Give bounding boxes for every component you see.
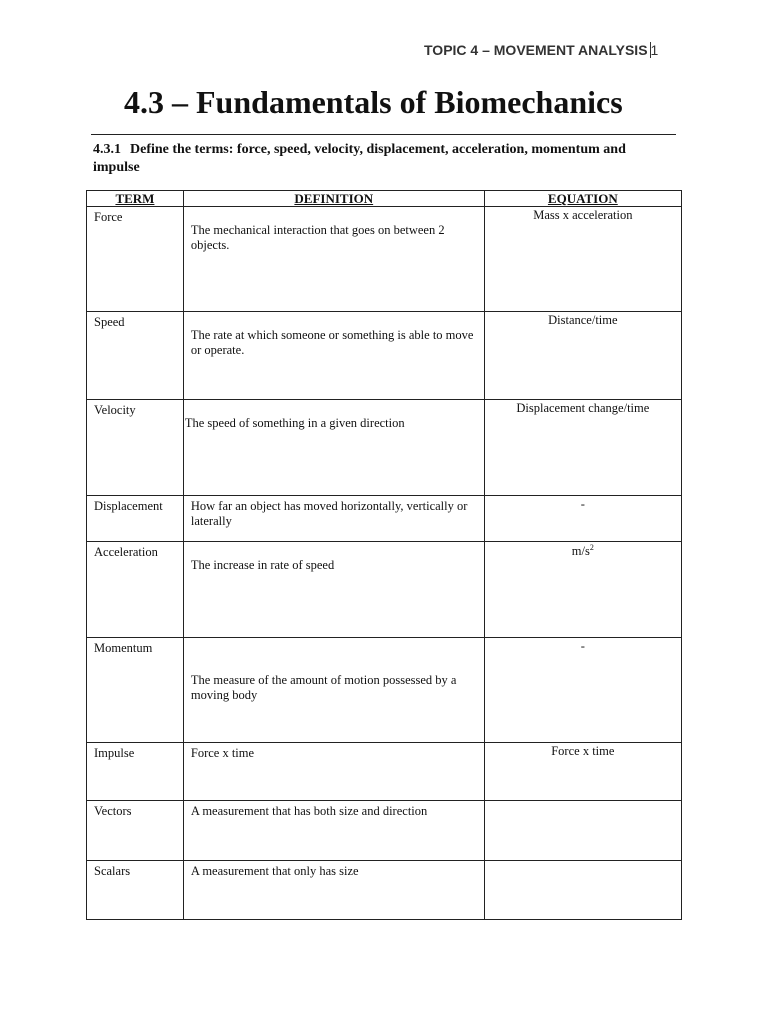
definition-cell: A measurement that only has size [183,861,484,920]
equation-cell: Displacement change/time [484,400,681,496]
section-heading-text: Define the terms: force, speed, velocity, displacement, acceleration, momentum and impulse [93,142,626,175]
term-cell: Force [87,207,184,312]
section-heading [93,141,653,177]
table-row-impulse [87,743,682,801]
equation-cell: Distance/time [484,312,681,400]
term-cell: Velocity [87,400,184,496]
equation-cell: Force x time [484,743,681,801]
definition-cell: The speed of something in a given direction [183,400,484,496]
term-cell: Scalars [87,861,184,920]
definition-cell: A measurement that has both size and direction [183,801,484,861]
column-header-equation: EQUATION [484,191,681,207]
equation-cell [484,861,681,920]
running-header [424,42,658,58]
topic-header: TOPIC 4 – MOVEMENT ANALYSIS [424,42,648,58]
definition-cell: The increase in rate of speed [183,542,484,638]
section-number: 4.3.1 [93,142,121,157]
definitions-table [86,190,682,920]
definition-cell: The mechanical interaction that goes on between 2 objects. [183,207,484,312]
term-cell: Vectors [87,801,184,861]
equation-exponent: 2 [589,543,594,552]
table-row-vectors [87,801,682,861]
definition-cell: Force x time [183,743,484,801]
equation-cell [484,542,681,638]
table-row-scalars [87,861,682,920]
equation-cell: Mass x acceleration [484,207,681,312]
table-row-displacement [87,496,682,542]
term-cell: Acceleration [87,542,184,638]
table-row-velocity [87,400,682,496]
term-cell: Impulse [87,743,184,801]
table-row-momentum [87,638,682,743]
equation-cell [484,801,681,861]
page-title: 4.3 – Fundamentals of Biomechanics [124,84,623,120]
column-header-definition: DEFINITION [183,191,484,207]
page-number: 1 [650,42,659,58]
term-cell: Speed [87,312,184,400]
equation-cell: - [484,638,681,743]
definition-cell: The measure of the amount of motion possessed by a moving body [183,638,484,743]
title-rule [91,134,676,135]
definition-cell: The rate at which someone or something is able to move or operate. [183,312,484,400]
table-row-speed [87,312,682,400]
definition-cell: How far an object has moved horizontally, vertically or laterally [183,496,484,542]
table-header-row [87,191,682,207]
table-row-acceleration [87,542,682,638]
equation-text: m/s [571,544,590,559]
table-row-force [87,207,682,312]
equation-cell: - [484,496,681,542]
term-cell: Displacement [87,496,184,542]
term-cell: Momentum [87,638,184,743]
column-header-term: TERM [87,191,184,207]
